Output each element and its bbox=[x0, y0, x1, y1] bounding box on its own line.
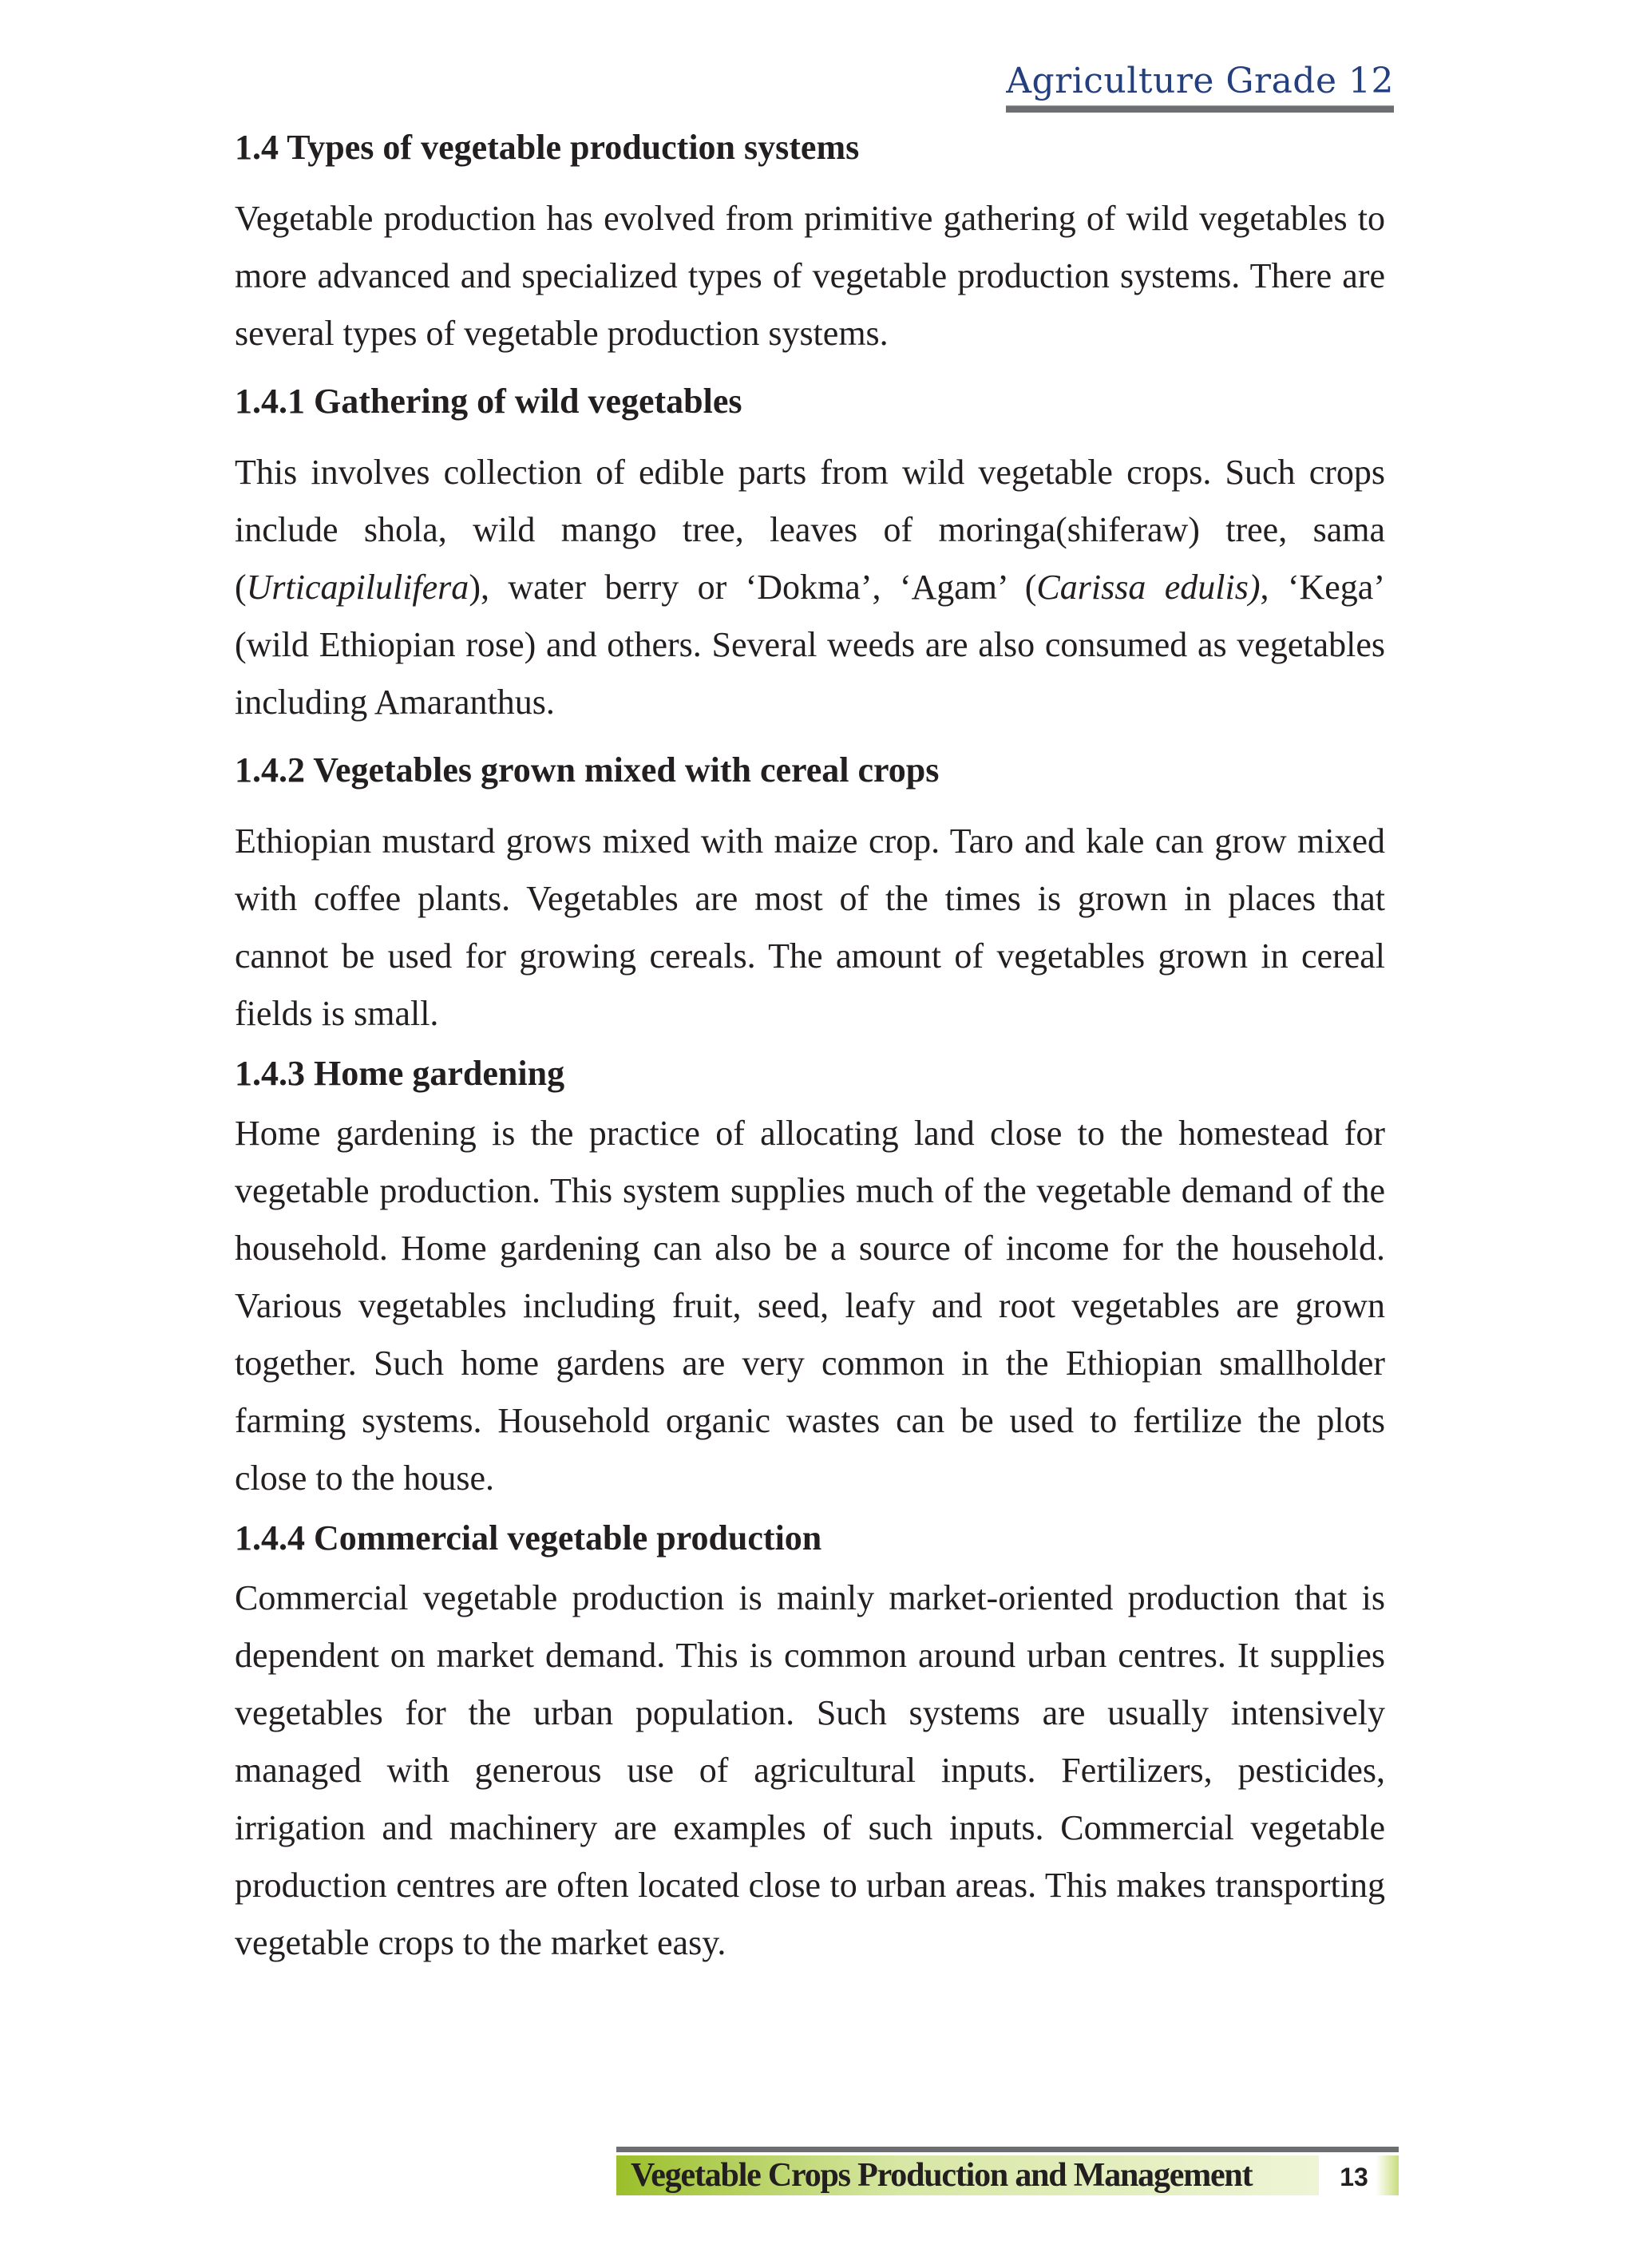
header-rule bbox=[1006, 105, 1394, 113]
running-header bbox=[1006, 61, 1394, 113]
text-run: , ‘Kega’ (wild Ethiopian rose) and others. Several weeds are also consumed as vegetables including Amaranthus. bbox=[235, 568, 1385, 722]
species-name: Urticapilulifera bbox=[246, 568, 469, 607]
header-title: Agriculture Grade 12 bbox=[1006, 61, 1394, 101]
heading-1-4: 1.4 Types of vegetable production systems bbox=[235, 128, 860, 167]
species-name: Carissa edulis) bbox=[1036, 568, 1261, 607]
text-run: ), water berry or ‘Dokma’, ‘Agam’ ( bbox=[469, 568, 1037, 607]
heading-1-4-2: 1.4.2 Vegetables grown mixed with cereal crops bbox=[235, 750, 940, 790]
heading-1-4-1: 1.4.1 Gathering of wild vegetables bbox=[235, 382, 742, 421]
page-content bbox=[235, 126, 1385, 1972]
paragraph-1-4-3: Home gardening is the practice of allocating land close to the homestead for vegetable production. This system supplies much of the vegetable demand of the household. Home gardening can also be a source of income for the household. Various vegetables including fruit, seed, leafy and root vegetables are grown together. Such home gardens are very common in the Ethiopian smallholder farming systems. Household organic wastes can be used to fertilize the plots close to the house. bbox=[235, 1114, 1385, 1498]
footer-title: Vegetable Crops Production and Management bbox=[631, 2157, 1253, 2194]
page-number: 13 bbox=[1340, 2163, 1368, 2191]
paragraph-1-4-2: Ethiopian mustard grows mixed with maize crop. Taro and kale can grow mixed with coffee plants. Vegetables are most of the times is grown in places that cannot be used for growing cereals. The amount of vegetables grown in cereal fields is small. bbox=[235, 821, 1385, 1033]
paragraph-1-4-4: Commercial vegetable production is mainly market-oriented production that is dependent on market demand. This is common around urban centres. It supplies vegetables for the urban population. Such systems are usually intensively managed with generous use of agricultural inputs. Fertilizers, pesticides, irrigation and machinery are examples of such inputs. Commercial vegetable production centres are often located close to urban areas. This makes transporting vegetable crops to the market easy. bbox=[235, 1578, 1385, 1962]
footer-rule bbox=[616, 2147, 1399, 2152]
paragraph-1-4: Vegetable production has evolved from primitive gathering of wild vegetables to more advanced and specialized types of vegetable production systems. There are several types of vegetable production systems. bbox=[235, 199, 1385, 353]
paragraph-1-4-1 bbox=[235, 444, 1385, 731]
heading-1-4-3: 1.4.3 Home gardening bbox=[235, 1054, 565, 1093]
heading-1-4-4: 1.4.4 Commercial vegetable production bbox=[235, 1518, 822, 1558]
text-run: This involves collection of edible parts from wild vegetable crops. Such crops include shola, wild mango tree, leaves of moringa(shiferaw) tree, sama ( bbox=[235, 453, 1385, 607]
page-footer bbox=[616, 2147, 1399, 2196]
